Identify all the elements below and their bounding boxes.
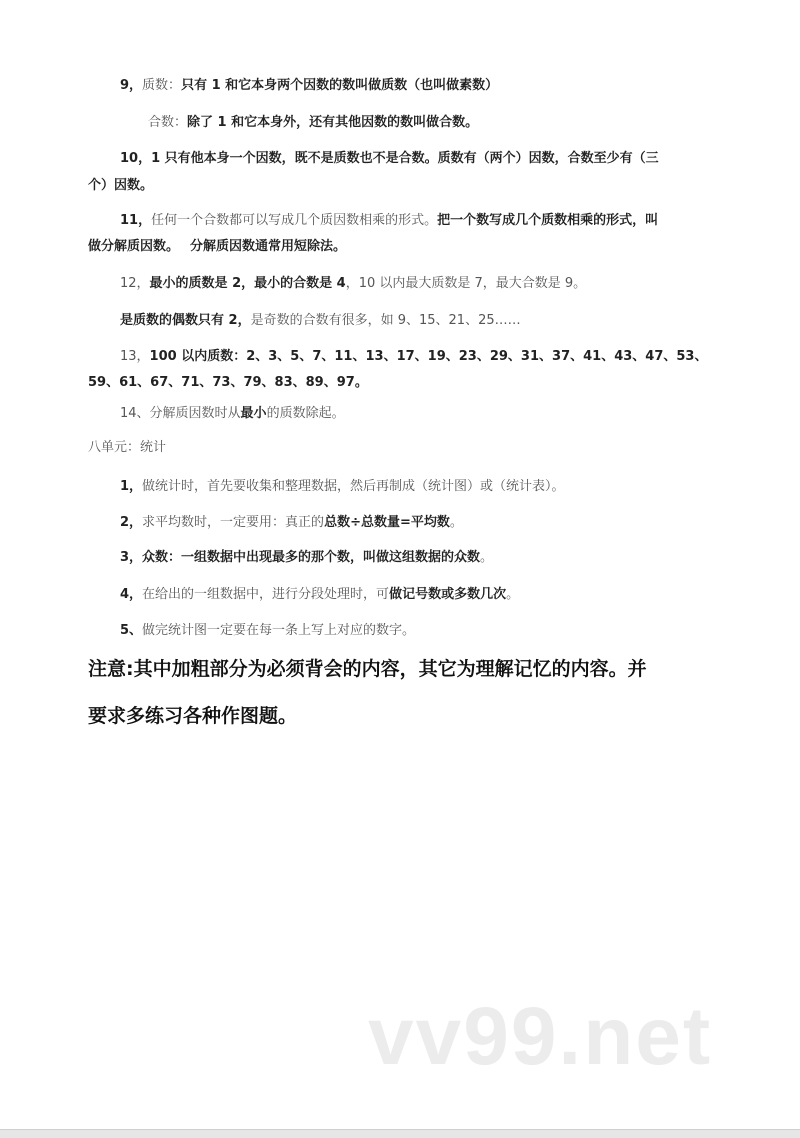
bold-text: 最小 [240,406,267,421]
bold-text: 分解质因数通常用短除法。 [172,239,347,254]
bold-text: 9， [120,78,143,93]
bold-text: 4， [120,587,143,602]
paragraph-line [120,473,565,500]
bold-text: 只有 1 和它本身两个因数的数叫做质数（也叫做素数） [181,78,499,93]
note-line-1: 注意:其中加粗部分为必须背会的内容，其它为理解记忆的内容。并 [88,658,647,680]
bold-text: 1， [120,479,143,494]
bold-text: 1 只有他本身一个因数，既不是质数也不是合数。质数有（两个）因数，合数至少有（三 [151,151,659,166]
text: 合数： [148,115,188,130]
bold-text: 5、 [120,623,143,638]
paragraph-line [120,544,493,571]
text: 。 [449,515,463,530]
text: 做统计时，首先要收集和整理数据，然后再制成（统计图）或（统计表）。 [142,479,565,494]
paragraph-line [88,434,166,461]
bold-text: 2， [120,515,143,530]
paragraph-line [120,343,707,370]
text: 做完统计图一定要在每一条上写上对应的数字。 [142,623,416,638]
text: 在给出的一组数据中，进行分段处理时，可 [142,587,390,602]
paragraph-line [120,581,519,608]
paragraph-line [120,72,498,99]
text: 是奇数的合数有很多，如 9、15、21、25…… [250,313,521,328]
paragraph-line [120,145,659,172]
paragraph-line [120,270,586,297]
paragraph-line [88,233,346,260]
text: 13， [120,349,150,364]
text: 。 [480,550,494,565]
watermark: vv99.net [368,991,713,1082]
text: 12， [120,276,150,291]
text: 的质数除起。 [266,406,345,421]
text: 求平均数时，一定要用：真正的 [142,515,325,530]
text: 。 [506,587,520,602]
bold-text: 个）因数。 [88,178,154,193]
bold-text: 做记号数或多数几次 [389,587,507,602]
paragraph-line [120,617,415,644]
note-line-2: 要求多练习各种作图题。 [88,705,298,727]
text: ，10 以内最大质数是 7，最大合数是 9。 [345,276,587,291]
paragraph-line [120,207,658,234]
bold-text: 把一个数写成几个质数相乘的形式，叫 [437,213,659,228]
paragraph-line [88,172,153,199]
bold-text: 59、61、67、71、73、79、83、89、97。 [88,375,368,390]
text: 14、分解质因数时从 [120,406,241,421]
paragraph-line [88,369,368,396]
text: 任何一个合数都可以写成几个质因数相乘的形式。 [151,213,438,228]
bold-text: 总数÷总数量=平均数 [324,515,450,530]
paragraph-line [148,109,478,136]
bold-text: 10， [120,151,152,166]
bold-text: 做分解质因数。 [88,239,173,254]
text: 质数： [142,78,182,93]
paragraph-line [120,400,345,427]
text: 八单元：统计 [88,440,167,455]
bold-text: 是质数的偶数只有 2， [120,313,251,328]
bold-text: 除了 1 和它本身外，还有其他因数的数叫做合数。 [187,115,479,130]
paragraph-line [120,307,521,334]
bold-text: 3，众数：一组数据中出现最多的那个数，叫做这组数据的众数 [120,550,481,565]
bold-text: 11， [120,213,152,228]
bold-text: 100 以内质数：2、3、5、7、11、13、17、19、23、29、31、37、41、43、47、53、 [149,349,708,364]
paragraph-line [120,509,463,536]
bold-text: 最小的质数是 2，最小的合数是 4 [149,276,346,291]
